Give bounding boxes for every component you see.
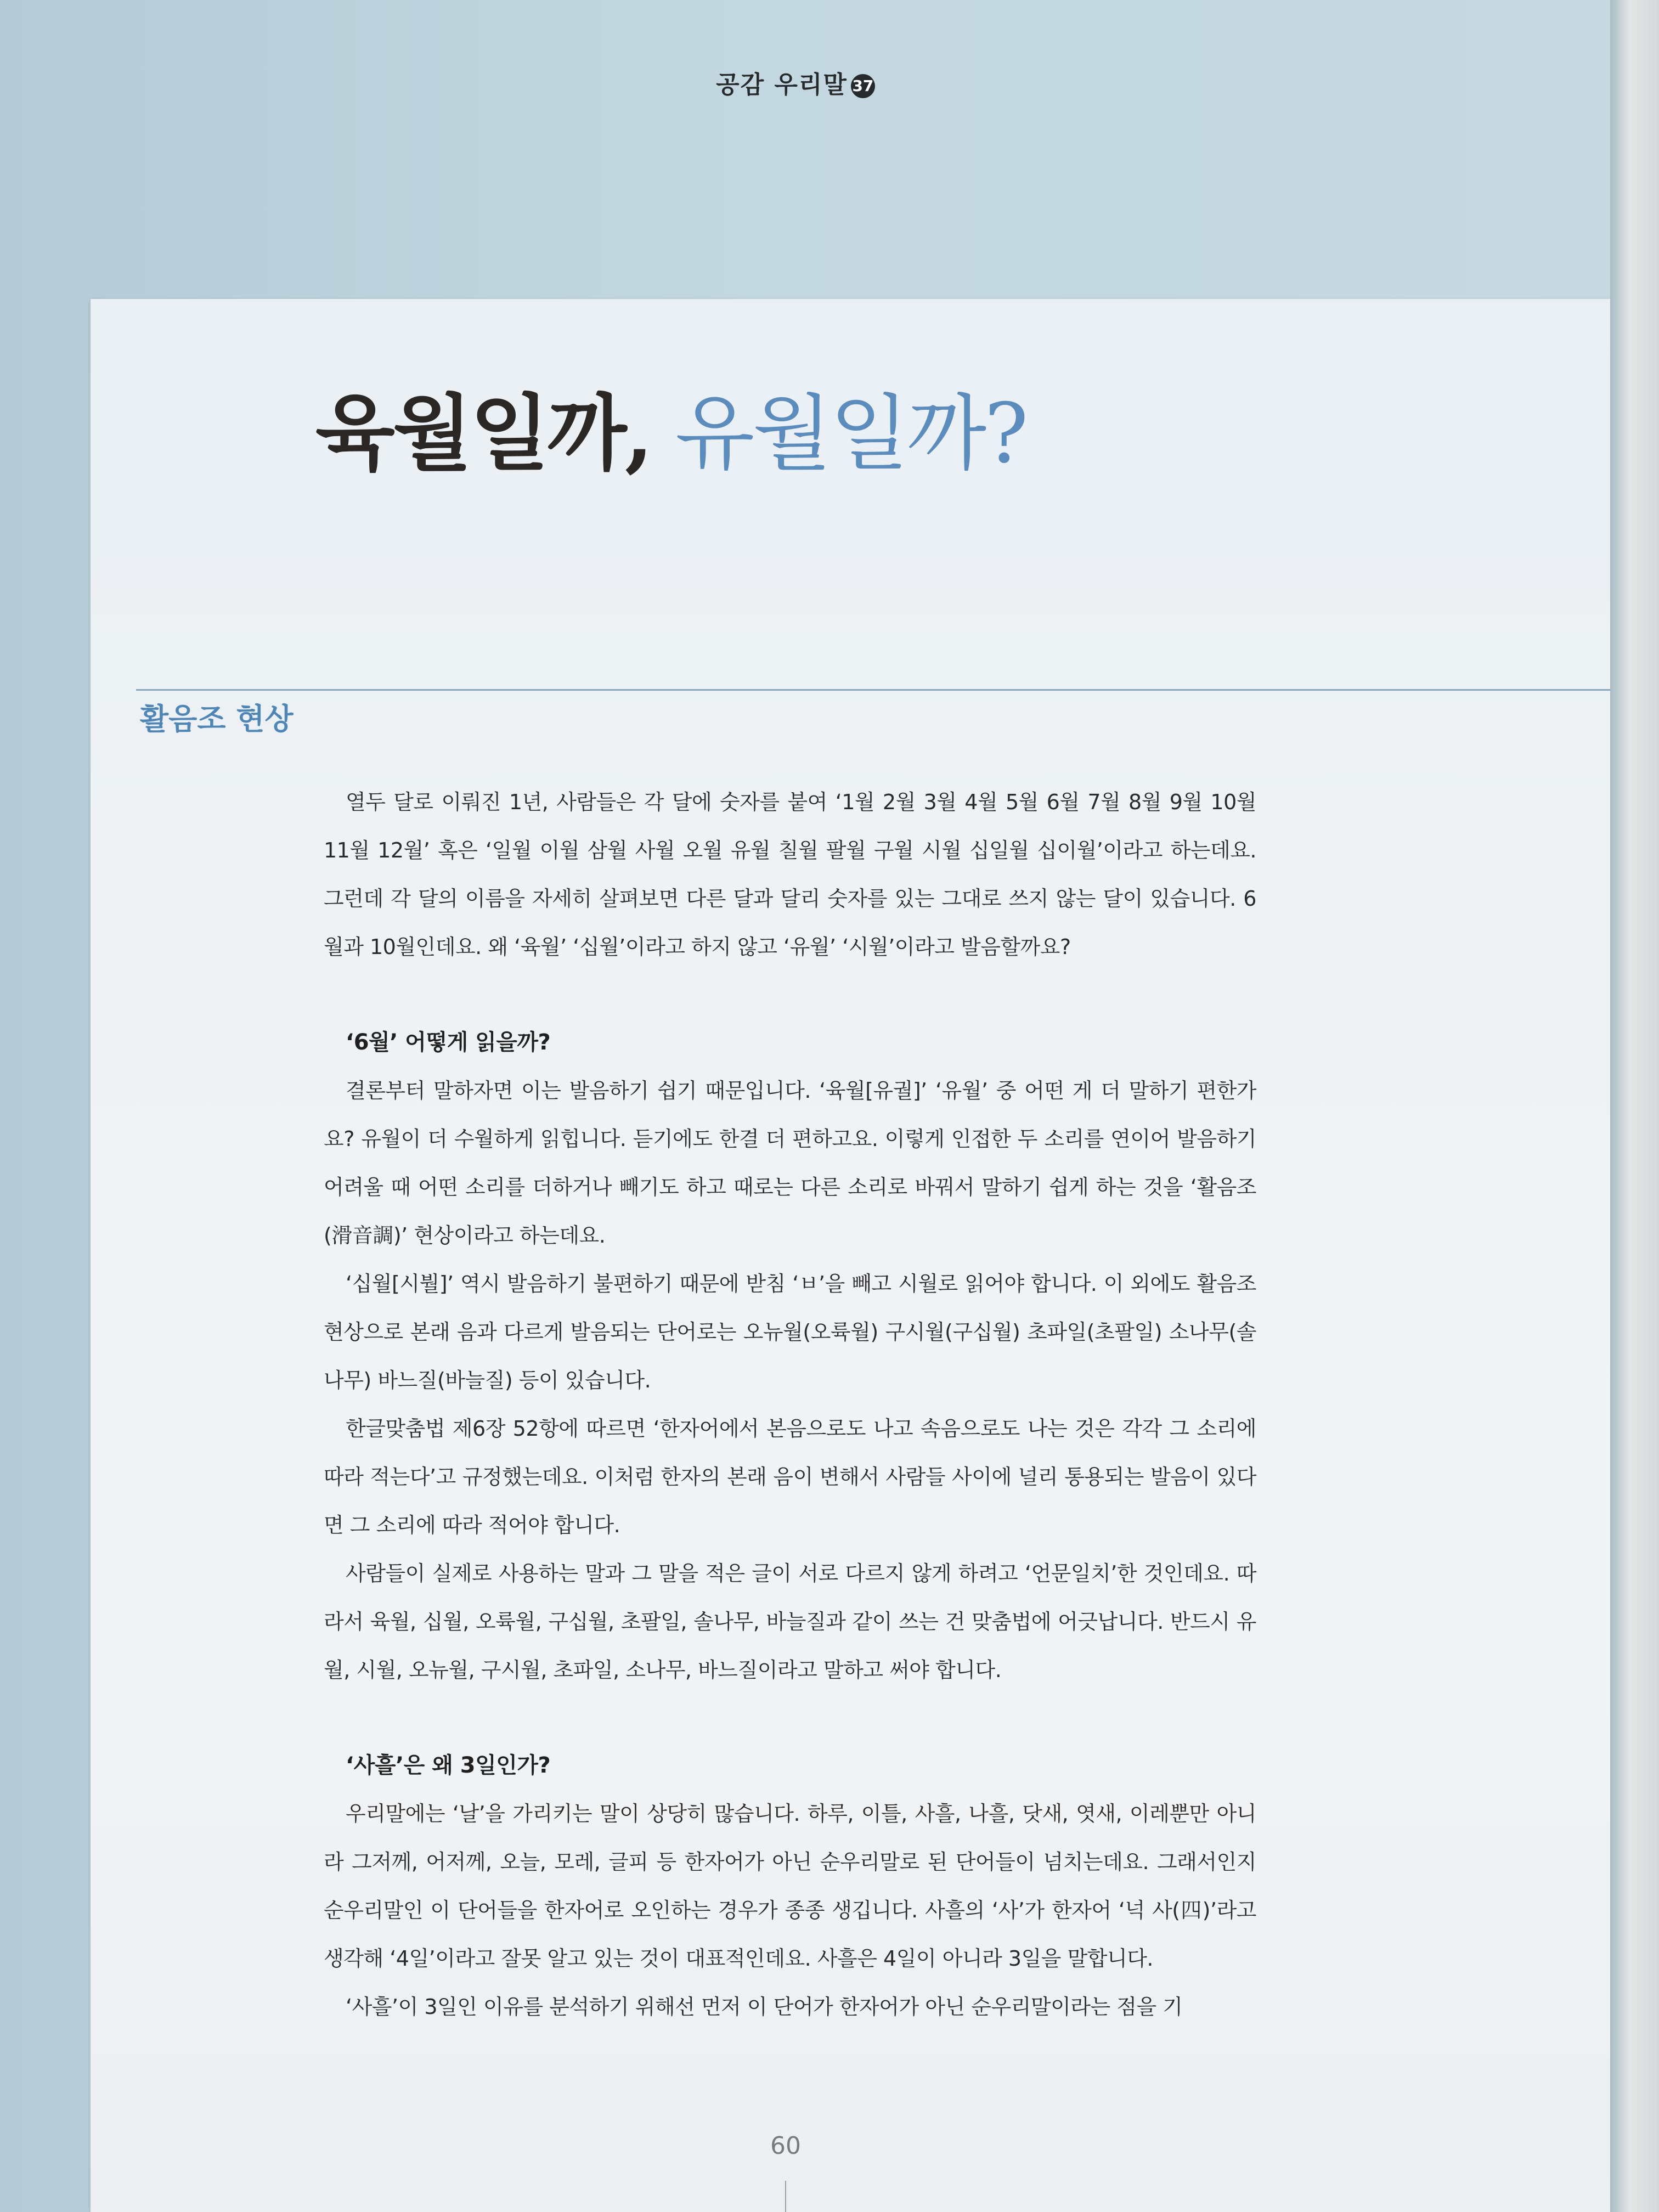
body-paragraph: ‘십월[시붤]’ 역시 발음하기 불편하기 때문에 받침 ‘ㅂ’을 빼고 시월로 읽어야 합니다. 이 외에도 활음조 현상으로 본래 음과 다르게 발음되는 단어로는 오뉴월(오륙월) 구시월(구십월) 초파일(초팔일) 소나무(솔나무) 바느질(바늘질) 등이 있습니다. — [324, 1272, 1256, 1392]
subheading-saheul: ‘사흘’은 왜 3일인가? — [346, 1753, 551, 1778]
body-paragraph: 우리말에는 ‘날’을 가리키는 말이 상당히 많습니다. 하루, 이틀, 사흘, 나흘, 닷새, 엿새, 이레뿐만 아니라 그저께, 어저께, 오늘, 모레, 글피 등 한자어가 아닌 순우리말로 된 단어들이 넘치는데요. 그래서인지 순우리말인 이 단어들을 한자어로 오인하는 경우가 종종 생깁니다. 사흘의 ‘사’가 한자어 ‘넉 사(四)’라고 생각해 ‘4일’이라고 잘못 알고 있는 것이 대표적인데요. 사흘은 4일이 아니라 3일을 말합니다. — [324, 1802, 1256, 1971]
page-number: 60 — [770, 2132, 801, 2160]
section-divider — [136, 689, 1610, 691]
title-part-blue: 유월일까? — [675, 386, 1026, 482]
subheading-june: ‘6월’ 어떻게 읽을까? — [346, 1030, 551, 1055]
body-paragraph: ‘사흘’이 3일인 이유를 분석하기 위해선 먼저 이 단어가 한자어가 아닌 순우리말이라는 점을 기 — [346, 1995, 1183, 2019]
body-paragraph: 결론부터 말하자면 이는 발음하기 쉽기 때문입니다. ‘육월[유궐]’ ‘유월’ 중 어떤 게 더 말하기 편한가요? 유월이 더 수월하게 읽힙니다. 듣기에도 한결 더 편하고요. 이렇게 인접한 두 소리를 연이어 발음하기 어려울 때 어떤 소리를 더하거나 빼기도 하고 때로는 다른 소리로 바꿔서 말하기 쉽게 하는 것을 ‘활음조(滑音調)’ 현상이라고 하는데요. — [324, 1079, 1256, 1248]
section-label: 활음조 현상 — [140, 702, 294, 736]
article-title — [315, 384, 1026, 483]
running-head-text: 공감 우리말 — [716, 71, 848, 99]
article-body — [324, 778, 1256, 2031]
next-page-edge — [1610, 0, 1659, 2212]
title-part-dark: 육월일까, — [315, 385, 651, 482]
body-paragraph: 한글맞춤법 제6장 52항에 따르면 ‘한자어에서 본음으로도 나고 속음으로도 나는 것은 각각 그 소리에 따라 적는다’고 규정했는데요. 이처럼 한자의 본래 음이 변해서 사람들 사이에 널리 통용되는 발음이 있다면 그 소리에 따라 적어야 합니다. — [324, 1417, 1256, 1537]
body-paragraph: 사람들이 실제로 사용하는 말과 그 말을 적은 글이 서로 다르지 않게 하려고 ‘언문일치’한 것인데요. 따라서 육월, 십월, 오륙월, 구십월, 초팔일, 솔나무, 바늘질과 같이 쓰는 건 맞춤법에 어긋납니다. 반드시 유월, 시월, 오뉴월, 구시월, 초파일, 소나무, 바느질이라고 말하고 써야 합니다. — [324, 1561, 1256, 1682]
gutter-line — [785, 2181, 786, 2212]
running-head — [0, 65, 1591, 100]
series-number-badge: 37 — [851, 74, 875, 98]
intro-paragraph: 열두 달로 이뤄진 1년, 사람들은 각 달에 숫자를 붙여 ‘1월 2월 3월 4월 5월 6월 7월 8월 9월 10월 11월 12월’ 혹은 ‘일월 이월 삼월 사월 오월 유월 칠월 팔월 구월 시월 십일월 십이월’이라고 하는데요. 그런데 각 달의 이름을 자세히 살펴보면 다른 달과 달리 숫자를 있는 그대로 쓰지 않는 달이 있습니다. 6월과 10월인데요. 왜 ‘육월’ ‘십월’이라고 하지 않고 ‘유월’ ‘시월’이라고 발음할까요? — [324, 790, 1256, 959]
